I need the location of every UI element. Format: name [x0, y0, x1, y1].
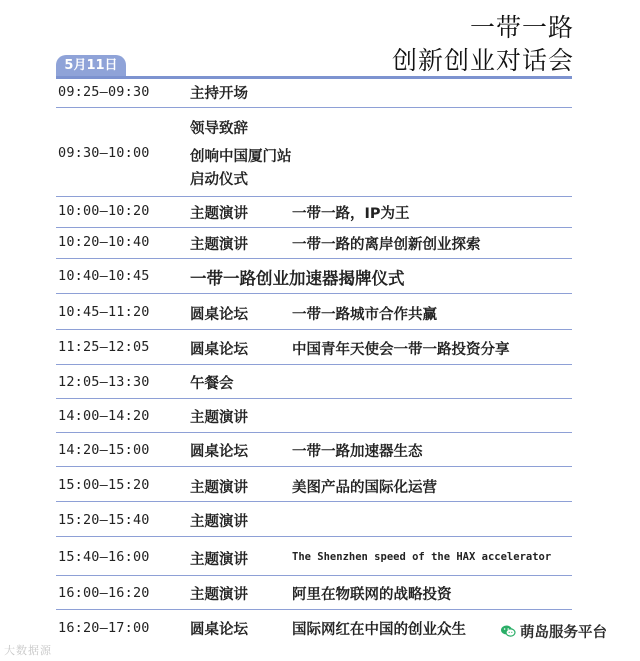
session-type: 圆桌论坛	[190, 444, 248, 460]
row-divider	[56, 575, 572, 576]
time-cell: 10:45—11:20	[58, 304, 150, 320]
time-cell: 09:25—09:30	[58, 84, 150, 100]
row-divider	[56, 501, 572, 502]
time-cell: 15:20—15:40	[58, 512, 150, 528]
time-cell: 16:20—17:00	[58, 620, 150, 636]
title-line-1: 一带一路	[469, 13, 574, 42]
session-type: 圆桌论坛	[190, 342, 248, 358]
date-tab: 5月11日	[56, 55, 126, 77]
time-cell: 11:25—12:05	[58, 339, 150, 355]
row-divider	[56, 466, 572, 467]
row-divider	[56, 398, 572, 399]
header-divider	[56, 76, 572, 79]
session-line: 创响中国厦门站	[190, 149, 292, 165]
row-divider	[56, 609, 572, 610]
time-cell: 14:20—15:00	[58, 442, 150, 458]
time-cell: 09:30—10:00	[58, 145, 150, 161]
session-ceremony: 一带一路创业加速器揭牌仪式	[190, 269, 405, 288]
session-type: 主题演讲	[190, 206, 248, 222]
row-divider	[56, 432, 572, 433]
session-topic: 一带一路的离岸创新创业探索	[292, 237, 481, 253]
row-divider	[56, 227, 572, 228]
time-cell: 15:00—15:20	[58, 477, 150, 493]
session-topic: 美图产品的国际化运营	[292, 480, 437, 496]
session-type: 主题演讲	[190, 237, 248, 253]
session-type: 午餐会	[190, 376, 234, 392]
row-divider	[56, 329, 572, 330]
session-topic: The Shenzhen speed of the HAX accelerator	[292, 551, 552, 563]
session-type: 主题演讲	[190, 480, 248, 496]
session-topic: 国际网红在中国的创业众生	[292, 622, 466, 638]
time-cell: 12:05—13:30	[58, 374, 150, 390]
session-topic: 一带一路城市合作共赢	[292, 307, 437, 323]
session-line: 启动仪式	[190, 172, 248, 188]
wechat-account-name: 萌岛服务平台	[520, 624, 607, 641]
session-topic: 阿里在物联网的战略投资	[292, 587, 452, 603]
session-type: 主题演讲	[190, 552, 248, 568]
row-divider	[56, 536, 572, 537]
time-cell: 10:20—10:40	[58, 234, 150, 250]
session-topic: 中国青年天使会一带一路投资分享	[292, 342, 510, 358]
time-cell: 14:00—14:20	[58, 408, 150, 424]
session-type: 主题演讲	[190, 587, 248, 603]
row-divider	[56, 196, 572, 197]
time-cell: 10:00—10:20	[58, 203, 150, 219]
session-type: 主题演讲	[190, 410, 248, 426]
session-type: 主题演讲	[190, 514, 248, 530]
session-topic: 一带一路加速器生态	[292, 444, 423, 460]
session-type: 圆桌论坛	[190, 622, 248, 638]
wechat-account-badge	[498, 621, 611, 641]
session-type: 圆桌论坛	[190, 307, 248, 323]
time-cell: 10:40—10:45	[58, 268, 150, 284]
session-type: 主持开场	[190, 86, 248, 102]
wechat-icon	[500, 623, 516, 639]
session-topic: 一带一路，IP为王	[292, 206, 410, 222]
row-divider	[56, 107, 572, 108]
title-line-2: 创新创业对话会	[391, 46, 574, 75]
row-divider	[56, 293, 572, 294]
time-cell: 15:40—16:00	[58, 549, 150, 565]
time-cell: 16:00—16:20	[58, 585, 150, 601]
row-divider	[56, 364, 572, 365]
row-divider	[56, 258, 572, 259]
session-line: 领导致辞	[190, 121, 248, 137]
watermark-text: 大数据源	[4, 644, 52, 657]
